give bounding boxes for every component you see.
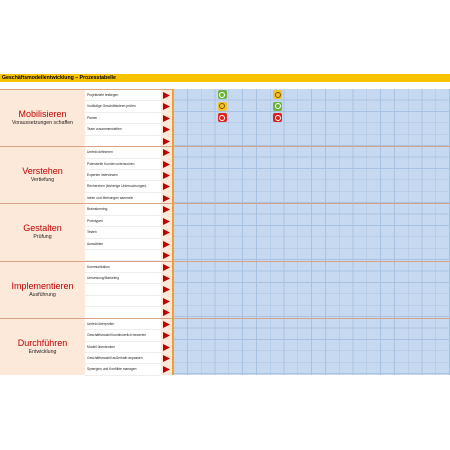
phase-separator bbox=[174, 318, 450, 319]
activity-cell[interactable]: Auswählen bbox=[85, 239, 161, 250]
arrow-icon bbox=[161, 159, 172, 170]
activity-cell[interactable]: Modell überdenken bbox=[85, 342, 161, 353]
phase-subtitle: Prüfung bbox=[33, 234, 52, 241]
arrow-icon bbox=[161, 170, 172, 181]
activity-cell[interactable]: Projektziele festlegen bbox=[85, 90, 161, 101]
activity-column bbox=[85, 318, 161, 375]
arrow-column bbox=[161, 318, 172, 375]
smiley-sad-icon[interactable] bbox=[273, 113, 282, 122]
phase-cell bbox=[0, 203, 85, 260]
phase-separator bbox=[174, 203, 450, 204]
arrow-icon bbox=[161, 204, 172, 215]
activity-column bbox=[85, 261, 161, 318]
activity-cell[interactable]: Prototypen bbox=[85, 216, 161, 227]
arrow-icon bbox=[161, 101, 172, 112]
arrow-icon bbox=[161, 364, 172, 375]
arrow-icon bbox=[161, 319, 172, 330]
smiley-neutral-icon[interactable] bbox=[273, 90, 282, 99]
activity-column bbox=[85, 89, 161, 146]
activity-cell[interactable]: Ideen und Meinungen sammeln bbox=[85, 193, 161, 204]
activity-cell[interactable]: Synergien und Konflikte managen bbox=[85, 364, 161, 375]
arrow-icon bbox=[161, 181, 172, 192]
activity-cell[interactable] bbox=[85, 284, 161, 295]
schedule-grid[interactable] bbox=[174, 89, 450, 375]
phase-name: Implementieren bbox=[11, 280, 74, 291]
arrow-icon bbox=[161, 227, 172, 238]
phase-name: Mobilisieren bbox=[18, 109, 67, 120]
activity-cell[interactable] bbox=[85, 296, 161, 307]
activity-cell[interactable]: Experten interviewen bbox=[85, 170, 161, 181]
phase-separator bbox=[174, 146, 450, 147]
phase-subtitle: Entwicklung bbox=[28, 348, 57, 355]
arrow-icon bbox=[161, 113, 172, 124]
activity-cell[interactable]: Potenzielle Kunden untersuchen bbox=[85, 159, 161, 170]
arrow-icon bbox=[161, 90, 172, 101]
arrow-icon bbox=[161, 147, 172, 158]
arrow-column bbox=[161, 203, 172, 260]
smiley-sad-icon[interactable] bbox=[218, 113, 227, 122]
smiley-happy-icon[interactable] bbox=[218, 90, 227, 99]
activity-cell[interactable]: Recherchen (bisherige Untersuchungen) bbox=[85, 181, 161, 192]
activity-cell[interactable]: Umfeld überprüfen bbox=[85, 319, 161, 330]
activity-cell[interactable]: Testen bbox=[85, 227, 161, 238]
page-title: Geschäftsmodellentwicklung – Prozesstabelle bbox=[0, 74, 450, 82]
activity-cell[interactable]: Geschäftsmodell außerhalb anpassen bbox=[85, 353, 161, 364]
arrow-icon bbox=[161, 124, 172, 135]
activity-cell[interactable]: Geschäftsmodell kontinuierlich bewerten bbox=[85, 330, 161, 341]
activity-cell[interactable]: Umsetzung/Marketing bbox=[85, 273, 161, 284]
phase-name: Verstehen bbox=[22, 166, 63, 177]
phase-separator bbox=[174, 261, 450, 262]
activity-cell[interactable]: Planen bbox=[85, 113, 161, 124]
phase-name: Durchführen bbox=[17, 337, 68, 348]
activity-cell[interactable]: Brainstorming bbox=[85, 204, 161, 215]
activity-cell[interactable]: Umfeld definieren bbox=[85, 147, 161, 158]
arrow-icon bbox=[161, 239, 172, 250]
arrow-icon bbox=[161, 273, 172, 284]
arrow-icon bbox=[161, 330, 172, 341]
activity-cell[interactable]: Kommunikation bbox=[85, 262, 161, 273]
phase-subtitle: Ausführung bbox=[29, 291, 56, 298]
phase-cell bbox=[0, 261, 85, 318]
activity-cell[interactable]: Vorläufige Geschäftsideen prüfen bbox=[85, 101, 161, 112]
arrow-icon bbox=[161, 216, 172, 227]
arrow-icon bbox=[161, 296, 172, 307]
arrow-icon bbox=[161, 284, 172, 295]
arrow-icon bbox=[161, 342, 172, 353]
arrow-column bbox=[161, 89, 172, 146]
arrow-icon bbox=[161, 262, 172, 273]
smiley-neutral-icon[interactable] bbox=[218, 102, 227, 111]
phase-subtitle: Voraussetzungen schaffen bbox=[11, 120, 74, 127]
phase-cell bbox=[0, 89, 85, 146]
activity-cell[interactable]: Team zusammenstellen bbox=[85, 124, 161, 135]
phase-cell bbox=[0, 146, 85, 203]
phase-cell bbox=[0, 318, 85, 375]
arrow-icon bbox=[161, 353, 172, 364]
activity-column bbox=[85, 146, 161, 203]
arrow-column bbox=[161, 261, 172, 318]
arrow-column bbox=[161, 146, 172, 203]
activity-column bbox=[85, 203, 161, 260]
smiley-happy-icon[interactable] bbox=[273, 102, 282, 111]
phase-subtitle: Vertiefung bbox=[30, 177, 55, 184]
phase-name: Gestalten bbox=[23, 223, 62, 234]
